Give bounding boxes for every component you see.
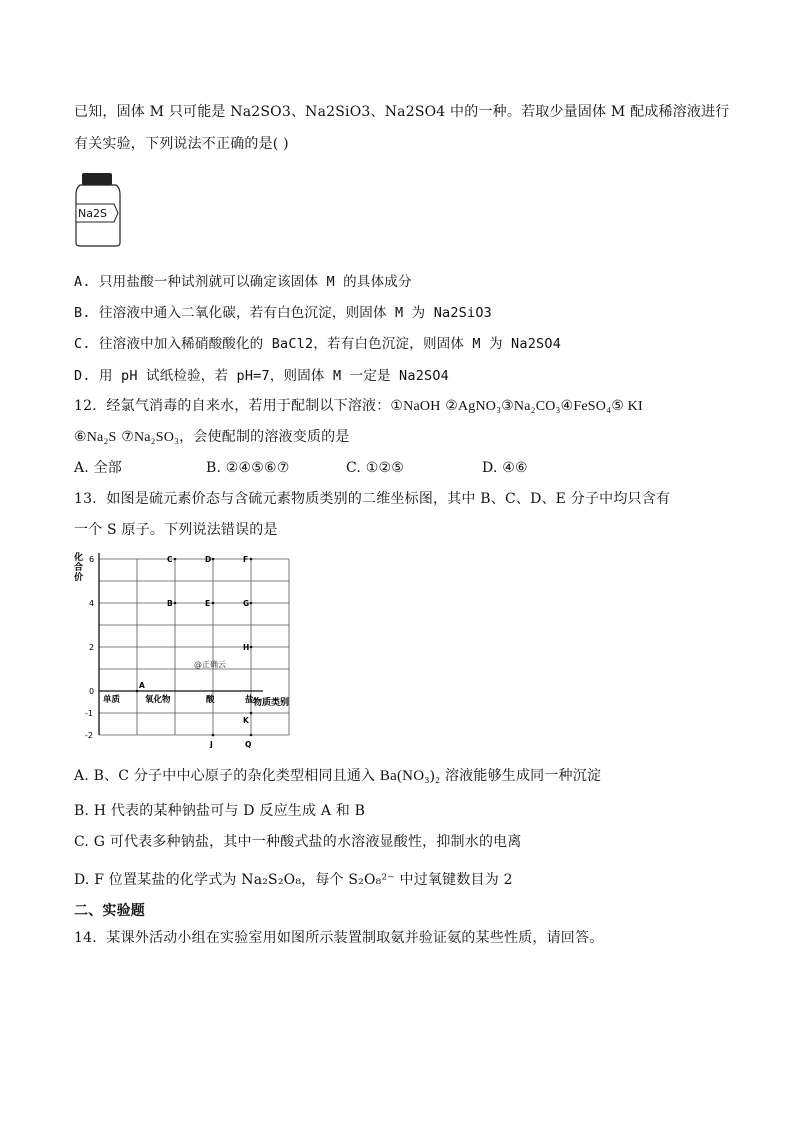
chart-point-label: B [167, 599, 173, 608]
chart-point [212, 734, 215, 737]
chart-category-label: 盐 [245, 695, 254, 705]
chart-point-label: H [243, 643, 250, 652]
chart-point-label: G [243, 599, 250, 608]
q13-option-b: B. H 代表的某种钠盐可与 D 反应生成 A 和 B [74, 803, 366, 819]
q12-item-1: ①NaOH [390, 399, 441, 414]
intro-line-2: 有关实验，下列说法不正确的是( ) [74, 136, 289, 152]
chart-point [250, 558, 253, 561]
chart-point [174, 558, 177, 561]
chart-point [174, 602, 177, 605]
q12-option-d: D. ④⑥ [482, 460, 528, 476]
q12-item-3: ③Na₂CO₃ [501, 399, 561, 414]
chart-point [250, 646, 253, 649]
chart-y-tick-label: 6 [89, 555, 95, 564]
bottle-label: Na2S [78, 207, 107, 220]
chart-category-label: 酸 [206, 695, 215, 705]
chart-category-label: 氧化物 [145, 695, 171, 705]
chart-category-label: 单质 [103, 695, 121, 705]
chart-point [212, 602, 215, 605]
chart-point-label: E [205, 599, 211, 608]
chart-point [212, 558, 215, 561]
chart-point-label: D [205, 555, 212, 564]
q12-prefix: 12．经氯气消毒的自来水，若用于配制以下溶液： [74, 398, 391, 414]
q13-option-a-text-2: 溶液能够生成同一种沉淀 [440, 768, 602, 784]
q11-option-a: A. 只用盐酸一种试剂就可以确定该固体 M 的具体成分 [74, 274, 412, 290]
q12-item-7: ⑦Na₂SO₃ [121, 430, 180, 445]
chart-point [250, 602, 253, 605]
chart-point-label: A [139, 681, 145, 690]
q12-suffix: ，会使配制的溶液变质的是 [179, 429, 350, 445]
chart-y-tick-label: -2 [85, 731, 93, 740]
q11-option-c: C. 往溶液中加入稀硝酸酸化的 BaCl2，若有白色沉淀，则固体 M 为 Na2SO4 [74, 336, 562, 352]
q13-option-a-text-1: A. B、C 分子中中心原子的杂化类型相同且通入 [74, 768, 380, 784]
chart-y-tick-label: 2 [89, 643, 95, 652]
chart-y-tick-label: -1 [85, 709, 93, 718]
bottle-cap [82, 173, 112, 185]
chart-point-label: K [243, 716, 249, 725]
valence-chart [72, 548, 312, 748]
q13-option-a-formula: Ba(NO₃)₂ [379, 768, 441, 784]
q13-option-d: D. F 位置某盐的化学式为 Na₂S₂O₈，每个 S₂O₈²⁻ 中过氧键数目为 2 [74, 872, 513, 888]
chart-y-tick-label: 0 [89, 687, 95, 696]
q11-option-b: B. 往溶液中通入二氧化碳，若有白色沉淀，则固体 M 为 Na2SiO3 [74, 305, 492, 321]
chart-point-label: Q [245, 740, 252, 748]
q12-option-c: C. ①②⑤ [346, 460, 404, 476]
chart-point-label: C [167, 555, 173, 564]
chart-y-label-1: 化 [74, 553, 84, 563]
section-title: 二、实验题 [74, 903, 145, 919]
q12-line-2 [74, 426, 350, 446]
q12-line-1 [74, 395, 643, 415]
chart-y-label-3: 价 [74, 573, 84, 583]
chart-y-label-2: 合 [74, 563, 84, 573]
chart-y-tick-label: 4 [89, 599, 95, 608]
q12-item-2: ②AgNO₃ [445, 399, 502, 414]
q13-line-1: 13．如图是硫元素价态与含硫元素物质类别的二维坐标图，其中 B、C、D、E 分子中均只含有 [74, 491, 671, 507]
q13-line-2: 一个 S 原子。下列说法错误的是 [74, 522, 278, 538]
q12-item-6: ⑥Na₂S [74, 430, 117, 445]
q12-item-4: ④FeSO₄ [560, 399, 612, 414]
chart-points [136, 555, 253, 748]
reagent-bottle-figure [74, 170, 124, 250]
chart-point-label: F [243, 555, 249, 564]
q14-text: 14．某课外活动小组在实验室用如图所示装置制取氨并验证氨的某些性质，请回答。 [74, 930, 604, 946]
q11-option-d: D. 用 pH 试纸检验，若 pH=7，则固体 M 一定是 Na2SO4 [74, 368, 450, 384]
chart-point-label: J [210, 740, 213, 748]
chart-watermark: @正确云 [194, 660, 226, 669]
q12-option-a: A. 全部 [74, 460, 123, 476]
q13-option-a [74, 765, 601, 785]
q12-item-5: ⑤ KI [611, 399, 643, 414]
q12-options [74, 457, 528, 477]
chart-point [136, 690, 139, 693]
chart-point [250, 712, 253, 715]
q12-option-b: B. ②④⑤⑥⑦ [206, 460, 290, 476]
chart-x-label: 物质类别 [253, 698, 290, 708]
intro-line-1: 已知，固体 M 只可能是 Na2SO3、Na2SiO3、Na2SO4 中的一种。若取少量固体 M 配成稀溶液进行 [74, 104, 730, 120]
chart-point [250, 734, 253, 737]
q13-option-c: C. G 可代表多种钠盐，其中一种酸式盐的水溶液显酸性，抑制水的电离 [74, 834, 522, 850]
chart-ticks [85, 555, 254, 740]
